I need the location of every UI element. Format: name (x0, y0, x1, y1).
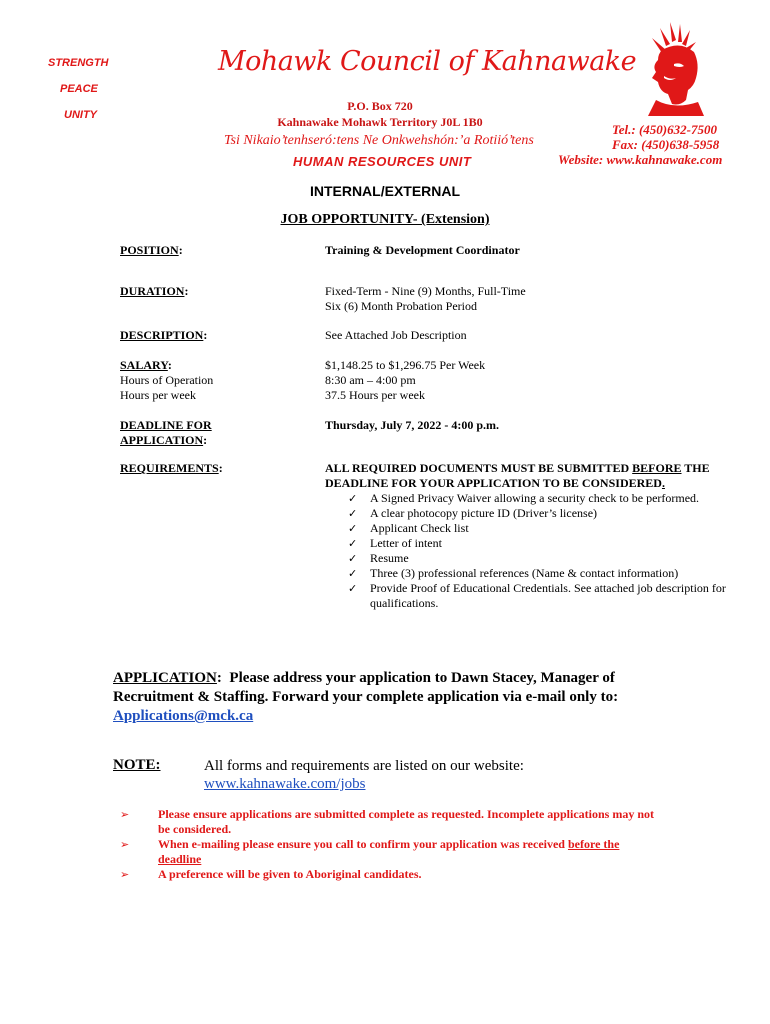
checkmark-icon: ✓ (348, 492, 358, 505)
note-text: All forms and requirements are listed on our website: www.kahnawake.com/jobs (204, 758, 524, 792)
list-item: ➢ A preference will be given to Aboriginal candidates. (120, 867, 422, 881)
posting-type-heading: INTERNAL/EXTERNAL (309, 183, 461, 199)
list-item: ✓ Applicant Check list (348, 521, 469, 535)
requirements-label: REQUIREMENTS: (120, 461, 223, 475)
list-item: ✓ Letter of intent (348, 536, 442, 550)
list-item: ✓ Three (3) professional references (Name & contact information) (348, 566, 679, 580)
list-item: ✓ A Signed Privacy Waiver allowing a security check to be performed. (348, 491, 700, 505)
checkmark-icon: ✓ (348, 537, 358, 550)
motto-peace: PEACE (60, 83, 98, 95)
salary-label: SALARY: (120, 358, 172, 372)
duration-term: Fixed-Term - Nine (9) Months, Full-Time (325, 284, 526, 298)
application-text: Please address your application to Dawn Stacey, Manager of Recruitment & Staffing. Forward your complete application via e-mail only to: (113, 670, 619, 705)
website: Website: www.kahnawake.com (558, 152, 723, 167)
deadline-value: Thursday, July 7, 2022 - 4:00 p.m. (325, 418, 500, 432)
position-value: Training & Development Coordinator (325, 243, 520, 257)
checkmark-icon: ✓ (348, 507, 358, 520)
checkmark-icon: ✓ (348, 552, 358, 565)
position-label: POSITION: (120, 243, 183, 257)
duration-value (325, 284, 526, 314)
telephone: Tel.: (450)632-7500 (612, 122, 717, 137)
list-item: ➢ Please ensure applications are submitted complete as requested. Incomplete applications may not be considered. (120, 807, 654, 836)
checkmark-icon: ✓ (348, 567, 358, 580)
checkmark-icon: ✓ (348, 522, 358, 535)
hr-unit-title: HUMAN RESOURCES UNIT (293, 154, 472, 169)
mohawk-chief-logo-icon (640, 20, 708, 116)
motto-strength: STRENGTH (48, 57, 109, 69)
application-label: APPLICATION (113, 670, 217, 686)
list-item: ✓ A clear photocopy picture ID (Driver’s license) (348, 506, 598, 520)
address-line-1: P.O. Box 720 (347, 99, 413, 113)
organization-name: Mohawk Council of Kahnawake (218, 46, 637, 77)
description-value: See Attached Job Description (325, 328, 467, 342)
arrow-bullet-icon: ➢ (120, 808, 130, 821)
motto-unity: UNITY (64, 109, 97, 121)
list-item: ✓ Resume (348, 551, 409, 565)
application-instructions: APPLICATION: Please address your application to Dawn Stacey, Manager of Recruitment & Staffing. Forward your complete application via e-mail only to: Applications@mck.ca (113, 670, 619, 724)
salary-labels (120, 358, 213, 403)
requirements-heading: ALL REQUIRED DOCUMENTS MUST BE SUBMITTED BEFORE THE DEADLINE FOR YOUR APPLICATION TO BE CONSIDERED. (325, 461, 710, 490)
hours-per-week-label: Hours per week (120, 388, 196, 402)
important-notices (120, 807, 660, 882)
deadline-label: DEADLINE FOR APPLICATION: (120, 418, 212, 447)
list-item: ➢ When e-mailing please ensure you call to confirm your application was received before the deadline (120, 837, 620, 866)
list-item: ✓ Provide Proof of Educational Credentials. See attached job description for qualifications. (348, 581, 726, 610)
hours-per-week-value: 37.5 Hours per week (325, 388, 425, 402)
hours-of-operation-label: Hours of Operation (120, 373, 214, 387)
salary-value: $1,148.25 to $1,296.75 Per Week (325, 358, 486, 372)
contact-block (558, 122, 722, 167)
job-opportunity-heading: JOB OPPORTUNITY- (Extension) (280, 212, 490, 227)
requirements-checklist (348, 491, 733, 611)
description-label: DESCRIPTION: (120, 328, 208, 342)
address-line-2: Kahnawake Mohawk Territory J0L 1B0 (277, 115, 483, 129)
note-label: NOTE: (113, 757, 161, 773)
motto (48, 50, 109, 128)
mailing-address (270, 98, 490, 130)
duration-label: DURATION: (120, 284, 189, 298)
arrow-bullet-icon: ➢ (120, 838, 130, 851)
hours-of-operation-value: 8:30 am – 4:00 pm (325, 373, 416, 387)
application-email-link[interactable]: Applications@mck.ca (113, 708, 254, 724)
checkmark-icon: ✓ (348, 582, 358, 595)
duration-probation: Six (6) Month Probation Period (325, 299, 477, 313)
fax: Fax: (450)638-5958 (612, 137, 720, 152)
mohawk-language-line: Tsi Nikaio’tenhseró:tens Ne Onkwehshón:’a Rotiió’tens (224, 133, 534, 148)
salary-values (325, 358, 485, 403)
arrow-bullet-icon: ➢ (120, 868, 130, 881)
jobs-website-link[interactable]: www.kahnawake.com/jobs (204, 776, 366, 792)
